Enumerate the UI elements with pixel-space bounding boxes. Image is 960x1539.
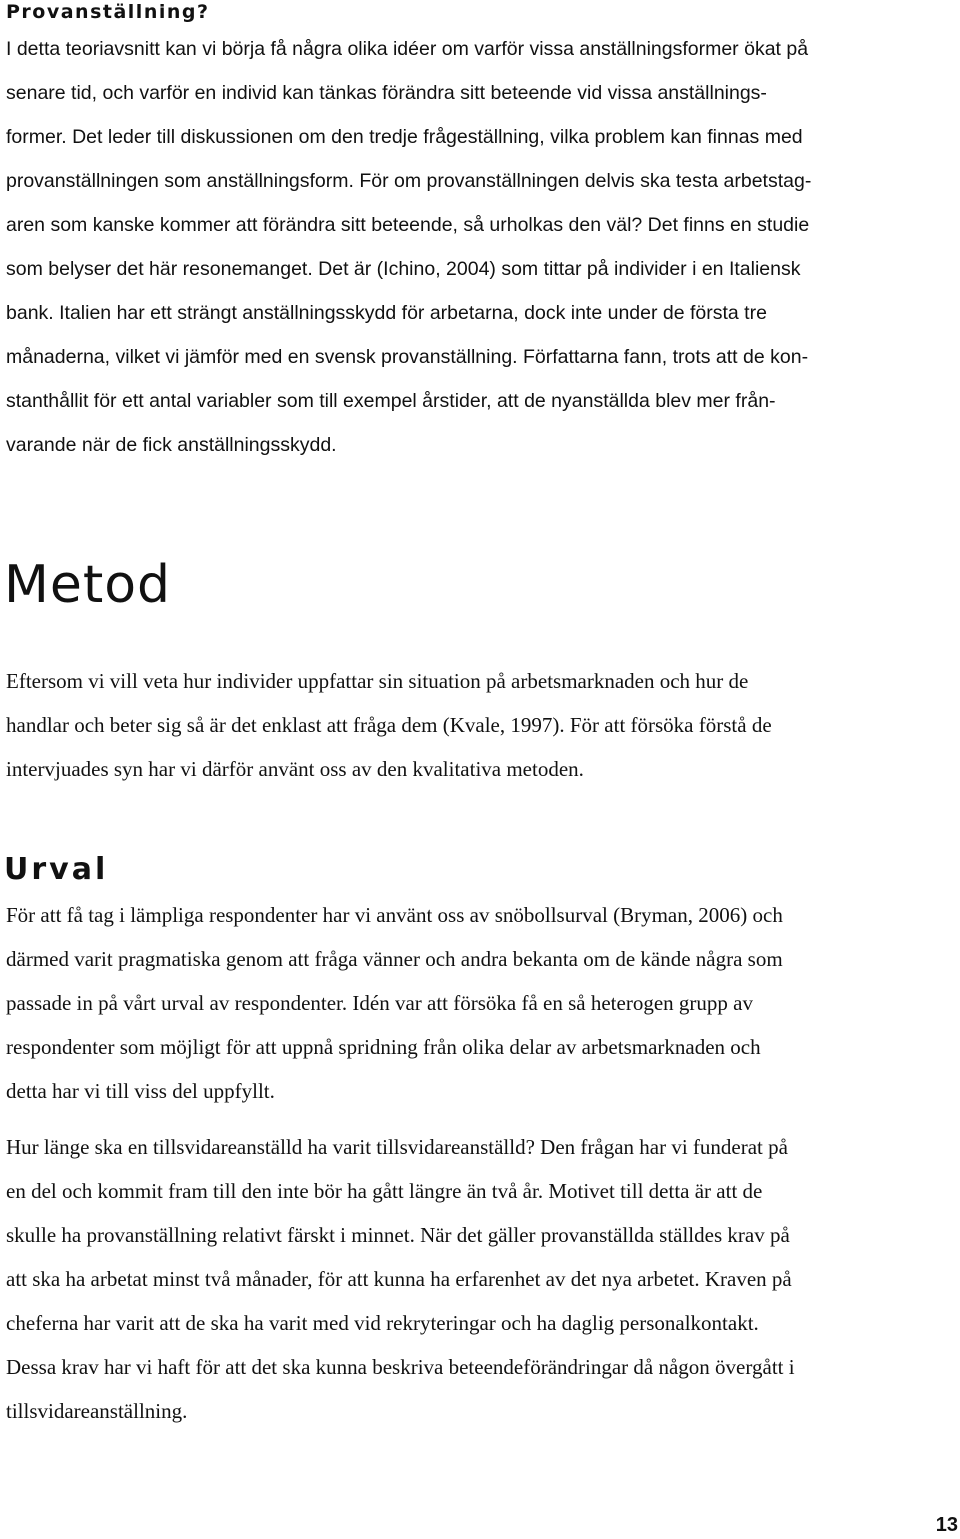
text-line: tillsvidareanställning. [6,1399,188,1423]
text-line: handlar och beter sig så är det enklast att fråga dem (Kvale, 1997). För att försöka förstå de [6,713,772,737]
text-line: som belyser det här resonemanget. Det är (Ichino, 2004) som tittar på individer i en Italiensk [6,258,801,280]
text-line: intervjuades syn har vi därför använt oss av den kvalitativa metoden. [6,757,584,781]
text-line: passade in på vårt urval av respondenter. Idén var att försöka få en så heterogen grupp av [6,991,753,1015]
text-line: respondenter som möjligt för att uppnå spridning från olika delar av arbetsmarknaden och [6,1035,761,1059]
text-line: I detta teoriavsnitt kan vi börja få några olika idéer om varför vissa anställningsformer ökat på [6,38,809,60]
text-line: att ska ha arbetat minst två månader, för att kunna ha erfarenhet av det nya arbetet. Kraven på [6,1267,792,1291]
text-line: Hur länge ska en tillsvidareanställd ha varit tillsvidareanställd? Den frågan har vi funderat på [6,1135,788,1159]
text-line: aren som kanske kommer att förändra sitt beteende, så urholkas den väl? Det finns en studie [6,214,810,236]
text-line: därmed varit pragmatiska genom att fråga vänner och andra bekanta om de kände några som [6,947,783,971]
text-line: detta har vi till viss del uppfyllt. [6,1079,275,1103]
section-heading-urval: Urval [4,852,109,887]
text-line: För att få tag i lämpliga respondenter har vi använt oss av snöbollsurval (Bryman, 2006) och [6,903,783,927]
section-heading-provanstallning: Provanställning? [6,1,210,23]
paragraph-urval-2 [6,1125,956,1433]
page-number: 13 [935,1514,958,1536]
text-line: Dessa krav har vi haft för att det ska kunna beskriva beteendeförändringar då någon övergått i [6,1355,795,1379]
text-line: varande när de fick anställningsskydd. [6,434,337,456]
text-line: former. Det leder till diskussionen om den tredje frågeställning, vilka problem kan finnas med [6,126,803,148]
paragraph-urval-1 [6,893,956,1113]
text-line: bank. Italien har ett strängt anställningsskydd för arbetarna, dock inte under de första tre [6,302,767,324]
text-line: skulle ha provanställning relativt färskt i minnet. När det gäller provanställda ställdes krav på [6,1223,790,1247]
text-line: cheferna har varit att de ska ha varit med vid rekryteringar och ha daglig personalkontakt. [6,1311,759,1335]
text-line: månaderna, vilket vi jämför med en svensk provanställning. Författarna fann, trots att de kon- [6,346,809,368]
text-line: en del och kommit fram till den inte bör ha gått längre än två år. Motivet till detta är att de [6,1179,763,1203]
text-line: Eftersom vi vill veta hur individer uppfattar sin situation på arbetsmarknaden och hur de [6,669,749,693]
text-line: stanthållit för ett antal variabler som till exempel årstider, att de nyanställda blev mer från- [6,390,776,412]
chapter-heading-metod: Metod [4,555,172,615]
text-line: senare tid, och varför en individ kan tänkas förändra sitt beteende vid vissa anställnings- [6,82,767,104]
paragraph-metod [6,659,956,791]
paragraph-theory [6,27,956,467]
text-line: provanställningen som anställningsform. För om provanställningen delvis ska testa arbetstag- [6,170,812,192]
